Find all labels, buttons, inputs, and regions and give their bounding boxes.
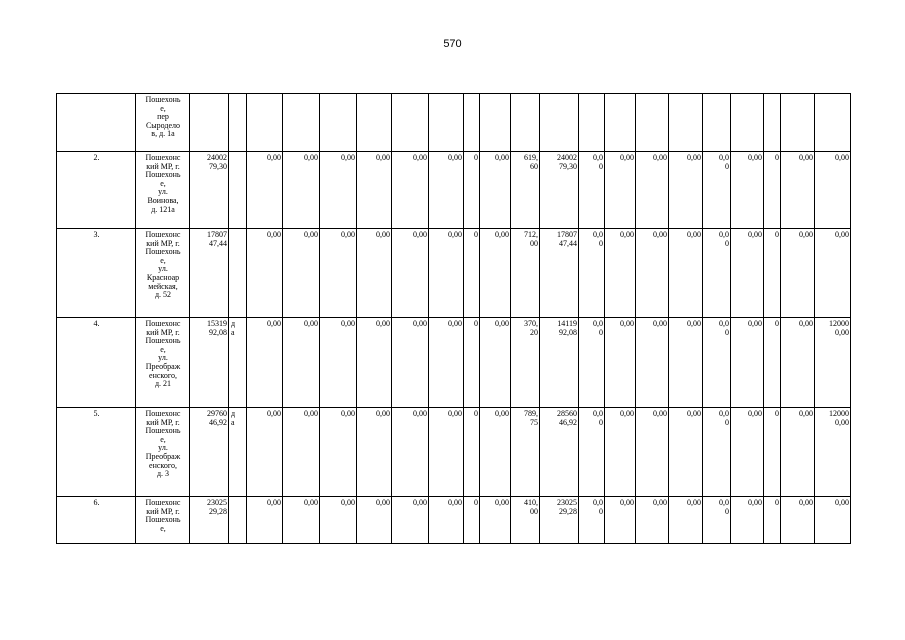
row-index-cell: 2.: [57, 152, 136, 229]
table-cell: 0,00: [815, 152, 851, 229]
table-cell: д а: [229, 318, 247, 408]
table-cell: 0,00: [605, 152, 636, 229]
table-cell: 0,00: [283, 497, 320, 544]
table-cell: 0: [764, 318, 781, 408]
table-cell: [247, 94, 283, 152]
table-cell: 0,00: [781, 229, 815, 318]
table-cell: [540, 94, 579, 152]
table-row: [57, 408, 851, 497]
table-cell: [464, 94, 480, 152]
address-cell: Пошехонс кий МР, г. Пошехонь е, ул. Преображ енского, д. 3: [136, 408, 190, 497]
table-cell: 0: [464, 497, 480, 544]
table-cell: 14119 92,08: [540, 318, 579, 408]
table-cell: 0,0 0: [579, 497, 605, 544]
table-cell: 0,00: [247, 152, 283, 229]
table-cell: [764, 94, 781, 152]
table-cell: 0,00: [781, 318, 815, 408]
table-cell: 0,00: [480, 152, 511, 229]
table-cell: [731, 94, 764, 152]
table-row: [57, 152, 851, 229]
table-cell: 0,00: [480, 318, 511, 408]
table-cell: 12000 0,00: [815, 408, 851, 497]
table-cell: 0,00: [283, 318, 320, 408]
table-cell: [190, 94, 229, 152]
table-cell: 789, 75: [511, 408, 540, 497]
table-cell: 0,00: [605, 318, 636, 408]
table-cell: 0,00: [357, 152, 392, 229]
table-cell: 0,00: [283, 408, 320, 497]
table-cell: 0,00: [781, 497, 815, 544]
table-cell: 0: [764, 152, 781, 229]
table-cell: 0: [464, 229, 480, 318]
table-cell: 0: [464, 318, 480, 408]
table-cell: 17807 47,44: [190, 229, 229, 318]
table-row: [57, 497, 851, 544]
table-cell: 0,00: [480, 408, 511, 497]
address-cell: Пошехонс кий МР, г. Пошехонь е, ул. Воинова, д. 121а: [136, 152, 190, 229]
table-cell: 0,00: [392, 318, 429, 408]
table-cell: 0,0 0: [703, 152, 731, 229]
row-index-cell: 4.: [57, 318, 136, 408]
table-cell: [480, 94, 511, 152]
address-cell: Пошехонс кий МР, г. Пошехонь е, ул. Преображ енского, д. 21: [136, 318, 190, 408]
table-cell: д а: [229, 408, 247, 497]
table-cell: 0,00: [247, 497, 283, 544]
table-cell: 0,0 0: [703, 318, 731, 408]
table-cell: 0,00: [669, 497, 703, 544]
table-cell: 0,0 0: [579, 408, 605, 497]
table-cell: [283, 94, 320, 152]
table-cell: 0,00: [636, 408, 669, 497]
table-cell: 0,00: [392, 408, 429, 497]
table-cell: 619, 60: [511, 152, 540, 229]
table-cell: 0,00: [283, 152, 320, 229]
table-cell: [357, 94, 392, 152]
table-cell: 0,00: [669, 229, 703, 318]
table-cell: [815, 94, 851, 152]
table-cell: 23025 29,28: [190, 497, 229, 544]
address-cell: Пошехонс кий МР, г. Пошехонь е, ул. Красноар мейская, д. 52: [136, 229, 190, 318]
row-index-cell: [57, 94, 136, 152]
table-row: [57, 94, 851, 152]
data-table: [56, 93, 851, 544]
table-cell: 0,00: [357, 408, 392, 497]
table-cell: 24002 79,30: [190, 152, 229, 229]
table-cell: 0,00: [247, 408, 283, 497]
table-cell: 0,00: [781, 408, 815, 497]
table-cell: 0,0 0: [579, 229, 605, 318]
table-cell: 0,00: [357, 229, 392, 318]
table-cell: [669, 94, 703, 152]
table-cell: [579, 94, 605, 152]
table-cell: [320, 94, 357, 152]
table-cell: 0,00: [605, 497, 636, 544]
table-cell: [229, 94, 247, 152]
table-cell: 0,00: [669, 408, 703, 497]
table-cell: 12000 0,00: [815, 318, 851, 408]
table-cell: [229, 152, 247, 229]
table-cell: 0,00: [320, 318, 357, 408]
table-cell: 0,00: [429, 229, 464, 318]
table-cell: [781, 94, 815, 152]
table-cell: [392, 94, 429, 152]
table-cell: 0,00: [480, 497, 511, 544]
table-cell: 0,00: [392, 229, 429, 318]
table-cell: 28560 46,92: [540, 408, 579, 497]
row-index-cell: 3.: [57, 229, 136, 318]
table-cell: 0,00: [247, 229, 283, 318]
table-cell: 0,0 0: [579, 318, 605, 408]
table-cell: 15319 92,08: [190, 318, 229, 408]
table-cell: 0,00: [429, 497, 464, 544]
table-cell: 0,00: [605, 408, 636, 497]
table-cell: [636, 94, 669, 152]
row-index-cell: 6.: [57, 497, 136, 544]
table-cell: 0,00: [429, 318, 464, 408]
table-cell: 0,0 0: [703, 229, 731, 318]
table-cell: 0,00: [320, 497, 357, 544]
address-cell: Пошехонь е, пер Сыродело в, д. 1а: [136, 94, 190, 152]
table-cell: 0,0 0: [703, 497, 731, 544]
table-cell: 0: [764, 497, 781, 544]
table-cell: 0,00: [605, 229, 636, 318]
table-cell: 17807 47,44: [540, 229, 579, 318]
table-cell: 712, 00: [511, 229, 540, 318]
table-cell: 0: [464, 152, 480, 229]
table-cell: [703, 94, 731, 152]
row-index-cell: 5.: [57, 408, 136, 497]
table-cell: 24002 79,30: [540, 152, 579, 229]
table-cell: 0,00: [320, 152, 357, 229]
table-cell: 0,00: [283, 229, 320, 318]
table-cell: 0,00: [357, 497, 392, 544]
table-cell: [511, 94, 540, 152]
table-cell: 0,00: [247, 318, 283, 408]
table-cell: 0,00: [815, 229, 851, 318]
table-cell: 0,00: [669, 152, 703, 229]
table-row: [57, 229, 851, 318]
table-cell: 0,00: [815, 497, 851, 544]
table-cell: 0,00: [320, 408, 357, 497]
table-cell: 0: [464, 408, 480, 497]
table-cell: 0,00: [731, 497, 764, 544]
table-cell: 0,00: [480, 229, 511, 318]
table-cell: 29760 46,92: [190, 408, 229, 497]
table-cell: 0,00: [320, 229, 357, 318]
address-cell: Пошехонс кий МР, г. Пошехонь е,: [136, 497, 190, 544]
table-cell: 0: [764, 408, 781, 497]
table-cell: 0,00: [731, 229, 764, 318]
table-cell: 0,00: [636, 152, 669, 229]
table-cell: 0,00: [636, 497, 669, 544]
table-cell: 0,00: [429, 408, 464, 497]
table-cell: [605, 94, 636, 152]
table-cell: 0,00: [392, 497, 429, 544]
table-cell: 0,00: [357, 318, 392, 408]
table-cell: 0,00: [669, 318, 703, 408]
table-cell: 0,0 0: [703, 408, 731, 497]
table-cell: [229, 497, 247, 544]
table-cell: 0,00: [636, 318, 669, 408]
table-cell: 410, 00: [511, 497, 540, 544]
table-cell: 23025 29,28: [540, 497, 579, 544]
table-cell: 0,00: [392, 152, 429, 229]
table-cell: 0,0 0: [579, 152, 605, 229]
table-cell: [229, 229, 247, 318]
table-cell: 0,00: [731, 318, 764, 408]
table-row: [57, 318, 851, 408]
table-cell: 0,00: [731, 152, 764, 229]
table-cell: 0: [764, 229, 781, 318]
table-cell: [429, 94, 464, 152]
table-cell: 370, 20: [511, 318, 540, 408]
table-cell: 0,00: [731, 408, 764, 497]
table-cell: 0,00: [636, 229, 669, 318]
table-cell: 0,00: [781, 152, 815, 229]
table-cell: 0,00: [429, 152, 464, 229]
page-number: 570: [443, 38, 462, 50]
